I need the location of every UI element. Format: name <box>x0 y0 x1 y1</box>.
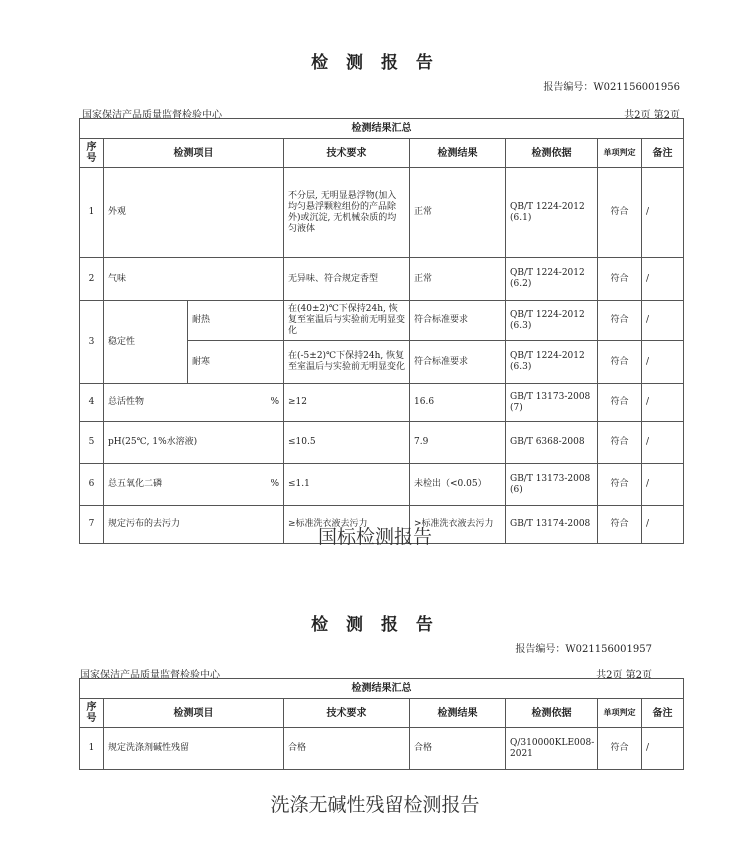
note: / <box>642 301 684 341</box>
report-title: 检 测 报 告 <box>311 615 439 635</box>
table-row <box>80 728 684 770</box>
technical-requirement: 不分层, 无明显悬浮物(加入均匀悬浮颗粒组份的产品除外)或沉淀, 无机械杂质的均匀液体 <box>284 168 410 258</box>
judgement: 符合 <box>598 464 642 506</box>
header-item: 检测项目 <box>104 699 284 728</box>
technical-requirement: ≤10.5 <box>284 422 410 464</box>
judgement: 符合 <box>598 728 642 770</box>
test-result: 正常 <box>410 258 506 301</box>
test-basis: GB/T 6368-2008 <box>506 422 598 464</box>
test-subitem: 耐寒 <box>188 341 284 384</box>
judgement: 符合 <box>598 506 642 544</box>
header-judgement: 单项判定 <box>598 699 642 728</box>
test-basis: QB/T 1224-2012 (6.1) <box>506 168 598 258</box>
row-number: 7 <box>80 506 104 544</box>
judgement: 符合 <box>598 422 642 464</box>
header-requirement: 技术要求 <box>284 699 410 728</box>
test-item: 规定污布的去污力 <box>104 506 284 544</box>
organization-name: 国家保洁产品质量监督检验中心 <box>80 670 220 681</box>
test-basis: QB/T 1224-2012 (6.2) <box>506 258 598 301</box>
test-basis: GB/T 13174-2008 <box>506 506 598 544</box>
report-number: 报告编号：W021156001956 <box>543 82 680 93</box>
header-no: 序号 <box>80 139 104 168</box>
header-note: 备注 <box>642 699 684 728</box>
test-result: 合格 <box>410 728 506 770</box>
test-item: 气味 <box>104 258 284 301</box>
test-result: 16.6 <box>410 384 506 422</box>
table-row <box>80 422 684 464</box>
header-no: 序号 <box>80 699 104 728</box>
row-number: 3 <box>80 301 104 384</box>
report-caption: 洗涤无碱性残留检测报告 <box>270 794 480 816</box>
note: / <box>642 464 684 506</box>
results-table <box>79 678 684 770</box>
table-row <box>80 258 684 301</box>
test-result: 7.9 <box>410 422 506 464</box>
test-result: 符合标准要求 <box>410 341 506 384</box>
test-item: 外观 <box>104 168 284 258</box>
test-result: 正常 <box>410 168 506 258</box>
report-2 <box>0 590 750 780</box>
test-basis: Q/310000KLE008-2021 <box>506 728 598 770</box>
note: / <box>642 258 684 301</box>
row-number: 5 <box>80 422 104 464</box>
results-table <box>79 118 684 544</box>
technical-requirement: ≤1.1 <box>284 464 410 506</box>
test-basis: GB/T 13173-2008 (6) <box>506 464 598 506</box>
note: / <box>642 506 684 544</box>
report-title: 检 测 报 告 <box>311 53 439 73</box>
note: / <box>642 422 684 464</box>
table-row <box>80 301 684 341</box>
table-row <box>80 168 684 258</box>
header-requirement: 技术要求 <box>284 139 410 168</box>
row-number: 2 <box>80 258 104 301</box>
technical-requirement: 无异味、符合规定香型 <box>284 258 410 301</box>
test-item: pH(25℃, 1%水溶液) <box>104 422 284 464</box>
test-item <box>104 464 284 506</box>
test-basis: QB/T 1224-2012 (6.3) <box>506 301 598 341</box>
test-result: 未检出（<0.05） <box>410 464 506 506</box>
test-item <box>104 384 284 422</box>
report-number: 报告编号：W021156001957 <box>515 644 652 655</box>
table-row <box>80 464 684 506</box>
technical-requirement: 合格 <box>284 728 410 770</box>
unit-label: % <box>270 479 279 489</box>
note: / <box>642 168 684 258</box>
table-row <box>80 384 684 422</box>
technical-requirement: 在(-5±2)℃下保持24h, 恢复至室温后与实验前无明显变化 <box>284 341 410 384</box>
note: / <box>642 341 684 384</box>
test-basis: GB/T 13173-2008 (7) <box>506 384 598 422</box>
technical-requirement: ≥12 <box>284 384 410 422</box>
page-indicator: 共2页 第2页 <box>596 670 652 681</box>
header-judgement: 单项判定 <box>598 139 642 168</box>
technical-requirement: 在(40±2)℃下保持24h, 恢复至室温后与实验前无明显变化 <box>284 301 410 341</box>
header-note: 备注 <box>642 139 684 168</box>
unit-label: % <box>270 397 279 407</box>
test-item-label: 总五氧化二磷 <box>108 479 163 489</box>
page-indicator: 共2页 第2页 <box>624 110 680 121</box>
row-number: 4 <box>80 384 104 422</box>
table-caption: 检测结果汇总 <box>80 119 684 139</box>
test-item: 稳定性 <box>104 301 188 384</box>
header-basis: 检测依据 <box>506 139 598 168</box>
table-caption: 检测结果汇总 <box>80 679 684 699</box>
note: / <box>642 384 684 422</box>
table-header-row <box>80 699 684 728</box>
header-result: 检测结果 <box>410 139 506 168</box>
header-result: 检测结果 <box>410 699 506 728</box>
judgement: 符合 <box>598 301 642 341</box>
judgement: 符合 <box>598 168 642 258</box>
technical-requirement: ≥标准洗衣液去污力 <box>284 506 410 544</box>
test-basis: QB/T 1224-2012 (6.3) <box>506 341 598 384</box>
judgement: 符合 <box>598 341 642 384</box>
organization-name: 国家保洁产品质量监督检验中心 <box>82 110 222 121</box>
test-item-label: 总活性物 <box>108 397 145 407</box>
test-result: >标准洗衣液去污力 <box>410 506 506 544</box>
report-caption: 国标检测报告 <box>317 526 432 548</box>
judgement: 符合 <box>598 258 642 301</box>
test-item: 规定洗涤剂碱性残留 <box>104 728 284 770</box>
header-item: 检测项目 <box>104 139 284 168</box>
test-result: 符合标准要求 <box>410 301 506 341</box>
note: / <box>642 728 684 770</box>
header-basis: 检测依据 <box>506 699 598 728</box>
test-subitem: 耐热 <box>188 301 284 341</box>
row-number: 1 <box>80 728 104 770</box>
row-number: 1 <box>80 168 104 258</box>
judgement: 符合 <box>598 384 642 422</box>
table-header-row <box>80 139 684 168</box>
row-number: 6 <box>80 464 104 506</box>
